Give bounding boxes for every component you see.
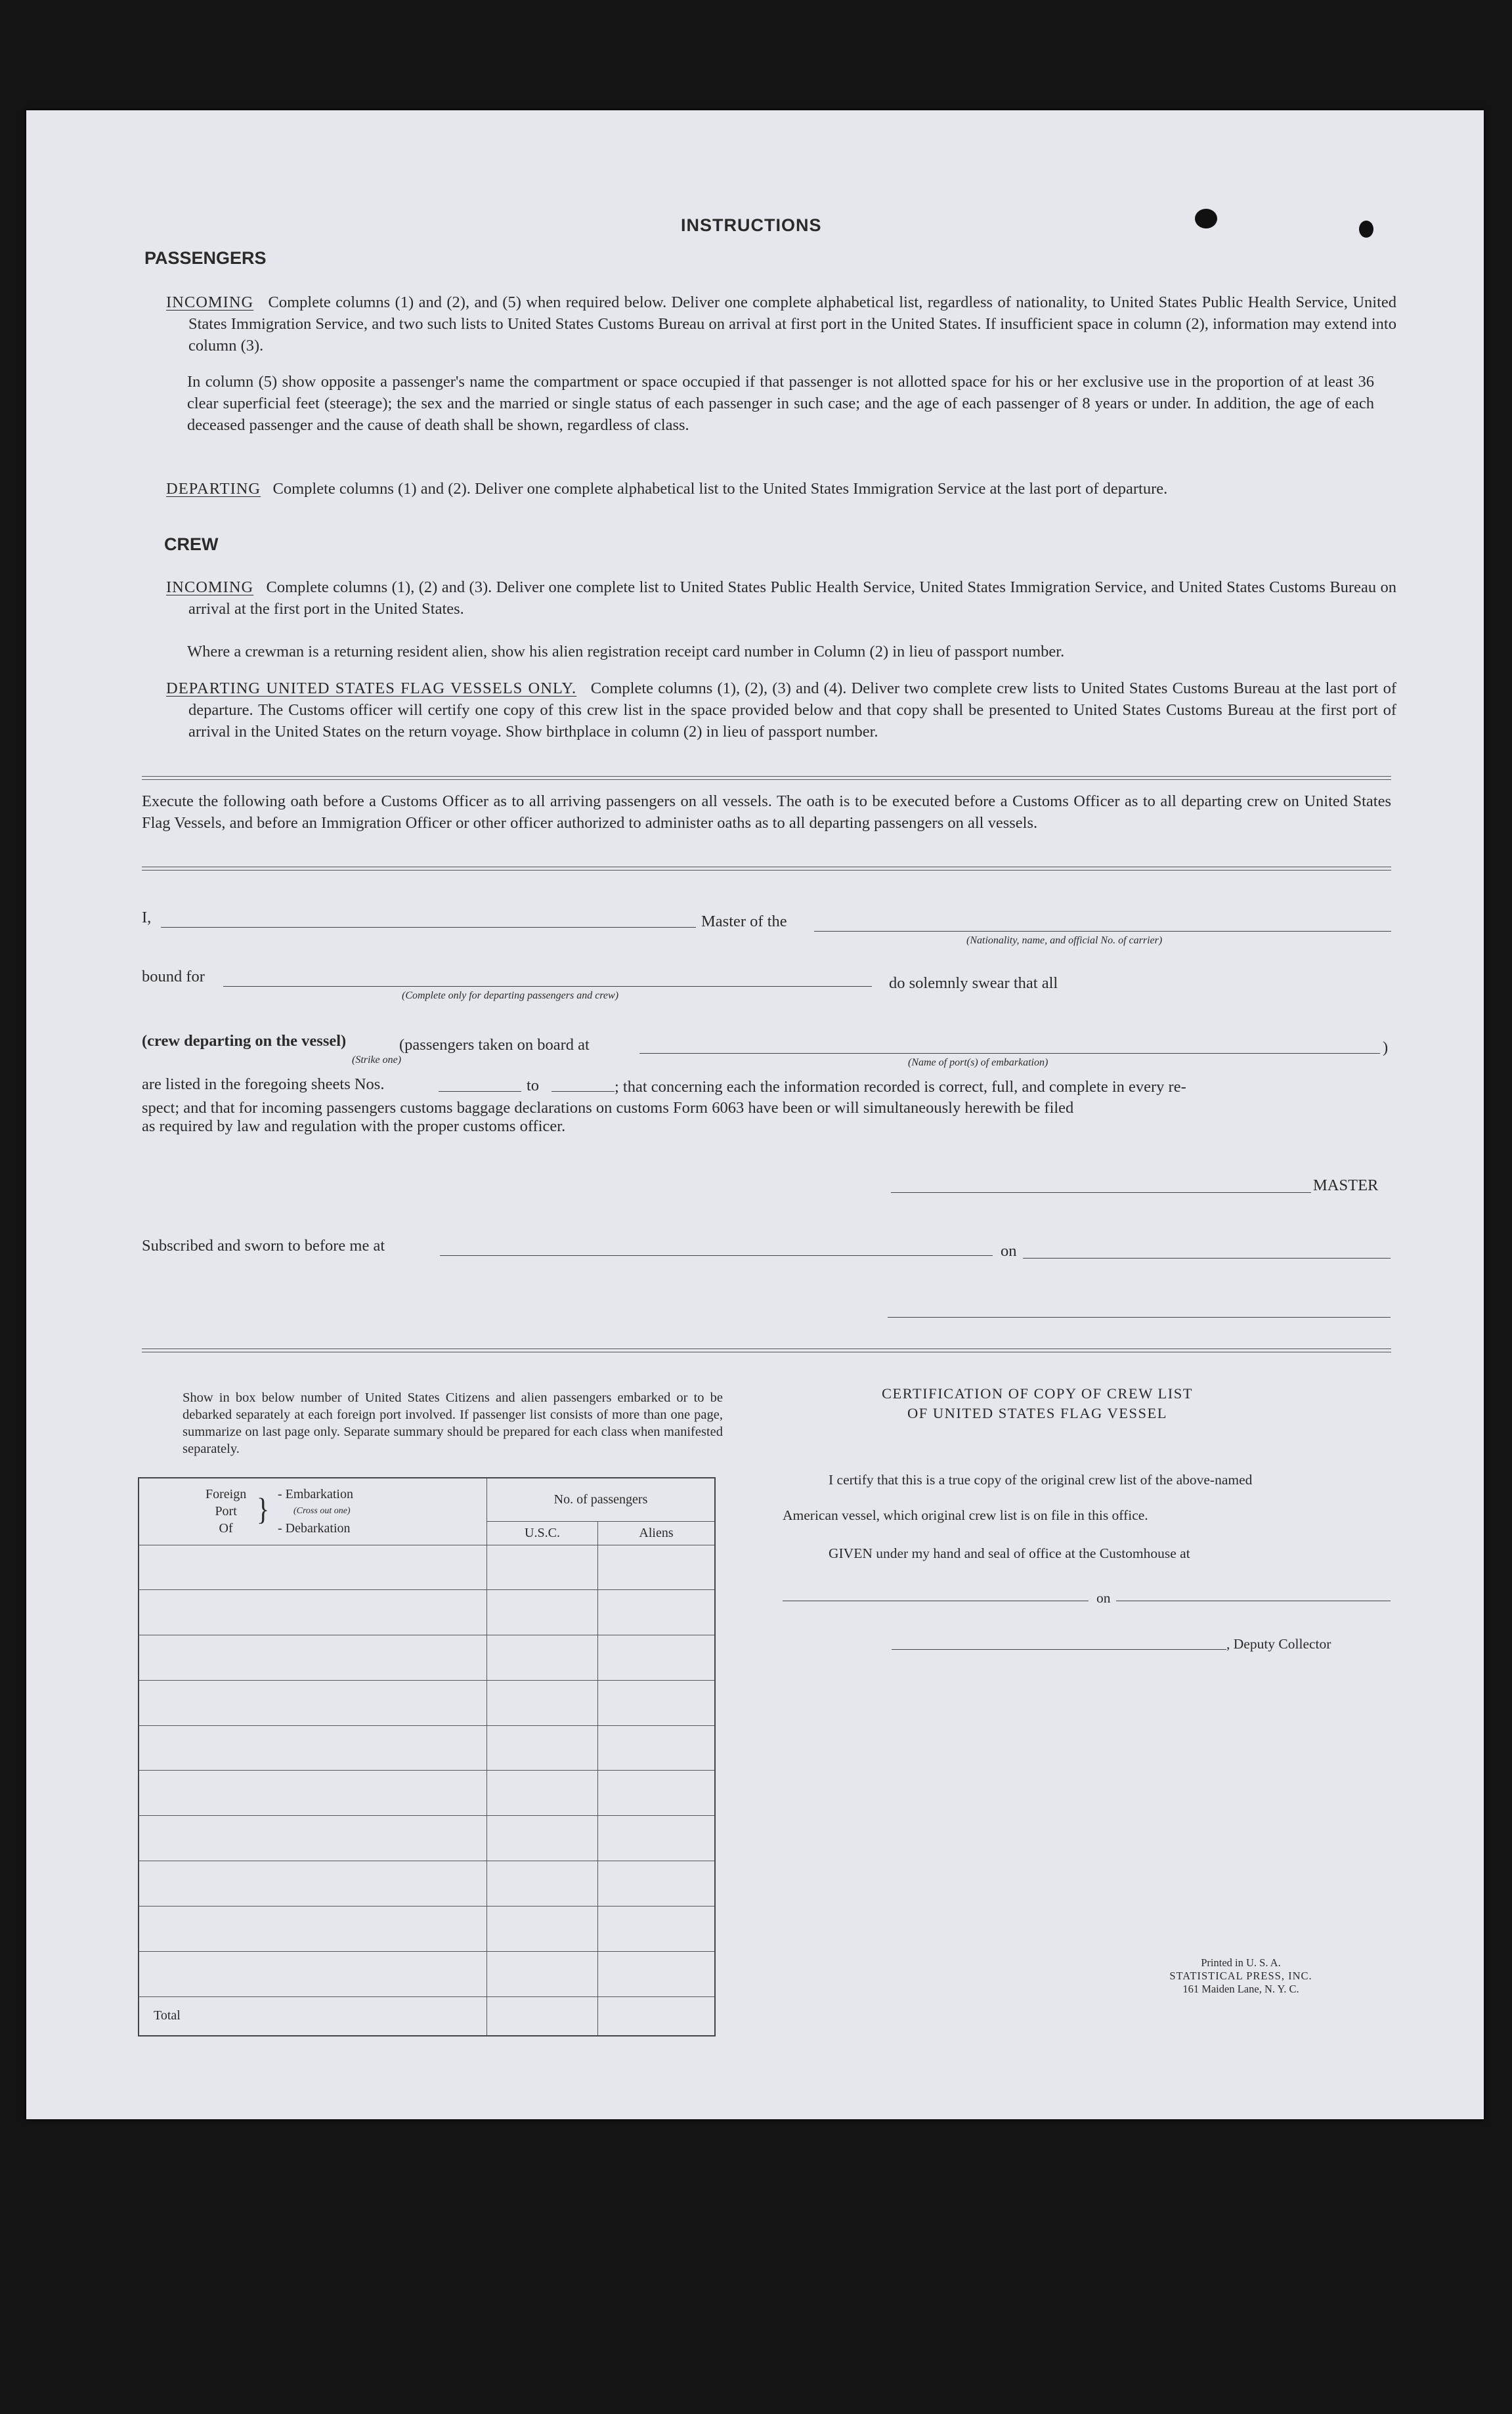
section-divider [142, 867, 1391, 871]
passengers-heading: PASSENGERS [144, 248, 267, 268]
sworn-place-field[interactable] [440, 1255, 993, 1256]
master-of-the-label: Master of the [701, 913, 787, 930]
sworn-on-label: on [1001, 1242, 1017, 1260]
certification-title-line-1: CERTIFICATION OF COPY OF CREW LIST [881, 1385, 1194, 1402]
passenger-summary-table [138, 1477, 716, 2037]
table-row[interactable] [139, 1906, 715, 1951]
table-row[interactable] [139, 1545, 715, 1590]
table-row[interactable] [139, 1590, 715, 1635]
oath-i-label: I, [142, 909, 152, 926]
table-row[interactable] [139, 1635, 715, 1681]
certify-line-1: I certify that this is a true copy of the original crew list of the above-named [829, 1472, 1253, 1488]
oath-instruction-paragraph: Execute the following oath before a Customs Officer as to all arriving passengers on all vessels. The oath is to be executed before a Customs Officer as to all departing crew on United States Flag Vessels, and before an Immigration Officer or other officer authorized to administer oaths as to all departing passengers on all vessels. [142, 792, 1391, 832]
certification-title [801, 1384, 1274, 1423]
cross-out-caption: (Cross out one) [293, 1506, 351, 1517]
sheet-from-field[interactable] [439, 1091, 521, 1092]
brace-icon: } [257, 1491, 270, 1527]
embarkation-caption: (Name of port(s) of embarkation) [908, 1057, 1048, 1068]
officer-signature-field[interactable] [888, 1317, 1391, 1318]
crew-departing-text: Complete columns (1), (2), (3) and (4). Deliver two complete crew lists to United States Customs Bureau at the last port of departure. The Customs officer will certify one copy of this crew list in the space provided below and that copy shall be presented to United States Customs Bureau at the first port of arrival in the United States on the return voyage. Show birthplace in column (2) in lieu of passport number. [188, 679, 1396, 741]
bound-for-field[interactable] [223, 986, 872, 987]
deputy-collector-label: , Deputy Collector [1226, 1636, 1331, 1652]
passengers-departing-text: Complete columns (1) and (2). Deliver one complete alphabetical list to the United States Immigration Service at the last port of departure. [272, 480, 1168, 498]
passengers-incoming-paragraph [166, 291, 1396, 356]
sworn-date-field[interactable] [1023, 1258, 1391, 1259]
foreign-label: Foreign [205, 1487, 247, 1502]
no-of-passengers-header: No. of passengers [487, 1478, 716, 1521]
as-required-text: as required by law and regulation with the proper customs officer. [142, 1117, 566, 1135]
deputy-collector-signature-field[interactable] [892, 1649, 1226, 1650]
carrier-caption: (Nationality, name, and official No. of carrier) [966, 935, 1163, 946]
crew-incoming-paragraph [166, 576, 1396, 620]
master-signature-field[interactable] [891, 1192, 1311, 1193]
printer-line-3: 161 Maiden Lane, N. Y. C. [1182, 1983, 1299, 1995]
table-row[interactable] [139, 1861, 715, 1907]
passengers-taken-option[interactable]: (passengers taken on board at [399, 1036, 590, 1054]
passengers-departing-label: DEPARTING [166, 480, 261, 498]
certification-on-label: on [1096, 1590, 1111, 1606]
embarkation-option[interactable]: - Embarkation [278, 1487, 353, 1502]
subscribed-label: Subscribed and sworn to before me at [142, 1237, 385, 1255]
total-label: Total [139, 1996, 487, 2036]
port-header-cell [139, 1478, 487, 1545]
embarkation-port-field[interactable] [639, 1053, 1380, 1054]
sheet-to-field[interactable] [551, 1091, 615, 1092]
aliens-header: Aliens [598, 1521, 716, 1545]
ink-blot [1359, 221, 1373, 238]
crew-incoming-text: Complete columns (1), (2) and (3). Deliver one complete list to United States Public Health Service, United States Immigration Service, and United States Customs Bureau on arrival at the first port in the United States. [188, 578, 1396, 618]
crew-heading: CREW [164, 534, 219, 554]
printer-line-2: STATISTICAL PRESS, INC. [1169, 1970, 1312, 1982]
table-row[interactable] [139, 1725, 715, 1771]
certification-title-line-2: OF UNITED STATES FLAG VESSEL [907, 1405, 1168, 1421]
table-row[interactable] [139, 1816, 715, 1861]
form-page [26, 110, 1484, 2119]
to-label: to [527, 1077, 540, 1094]
spect-text: spect; and that for incoming passengers customs baggage declarations on customs Form 6063 have been or will simultaneously herewith be filed [142, 1099, 1074, 1117]
crew-incoming-label: INCOMING [166, 578, 254, 596]
table-row[interactable] [139, 1771, 715, 1816]
crew-departing-option[interactable]: (crew departing on the vessel) [142, 1032, 347, 1050]
usc-header: U.S.C. [487, 1521, 598, 1545]
debarkation-option[interactable]: - Debarkation [278, 1521, 351, 1536]
printer-imprint [1142, 1956, 1339, 1996]
printer-line-1: Printed in U. S. A. [1201, 1956, 1281, 1969]
passengers-incoming-text: Complete columns (1) and (2), and (5) when required below. Deliver one complete alphabetical list, regardless of nationality, to United States Public Health Service, United States Immigration Service, and two such lists to United States Customs Bureau on arrival at first port in the United States. If insufficient space in column (2), information may extend into column (3). [188, 293, 1397, 355]
passengers-column5-paragraph: In column (5) show opposite a passenger's name the compartment or space occupied if that passenger is not allotted space for his or her exclusive use in the proportion of at least 36 clear superficial feet (steerage); the sex and the married or single status of each passenger in such case; and the age of each passenger of 8 years or under. In addition, the age of each deceased passenger and the cause of death shall be shown, regardless of class. [187, 373, 1374, 434]
master-name-field[interactable] [161, 927, 696, 928]
crew-returning-alien-paragraph: Where a crewman is a returning resident alien, show his alien registration receipt card number in Column (2) in lieu of passport number. [187, 643, 1065, 660]
of-label: Of [219, 1521, 233, 1536]
crew-departing-paragraph [166, 678, 1396, 743]
given-line: GIVEN under my hand and seal of office at the Customhouse at [829, 1545, 1190, 1561]
certify-line-2: American vessel, which original crew list is on file in this office. [783, 1507, 1148, 1523]
table-row[interactable] [139, 1951, 715, 1996]
bound-for-label: bound for [142, 968, 205, 985]
concerning-text: ; that concerning each the information recorded is correct, full, and complete in every re- [615, 1078, 1186, 1096]
bound-for-caption: (Complete only for departing passengers and crew) [402, 990, 619, 1001]
section-divider [142, 1348, 1391, 1352]
instructions-heading: INSTRUCTIONS [681, 215, 822, 235]
carrier-field[interactable] [814, 931, 1391, 932]
ink-blot [1195, 209, 1217, 228]
listed-in-label: are listed in the foregoing sheets Nos. [142, 1075, 385, 1093]
section-divider [142, 776, 1391, 780]
table-row[interactable] [139, 1680, 715, 1725]
strike-one-caption: (Strike one) [352, 1054, 402, 1066]
passengers-departing-paragraph [166, 478, 1396, 500]
swear-label: do solemnly swear that all [889, 974, 1058, 992]
total-row[interactable] [139, 1996, 715, 2036]
passengers-incoming-label: INCOMING [166, 293, 254, 311]
crew-departing-label: DEPARTING UNITED STATES FLAG VESSELS ONLY. [166, 679, 577, 697]
master-label: MASTER [1313, 1176, 1379, 1194]
summary-note: Show in box below number of United States Citizens and alien passengers embarked or to be debarked separately at each foreign port involved. If passenger list consists of more than one page, summarize on last page only. Separate summary should be prepared for each class when manifested separately. [183, 1390, 723, 1456]
close-paren: ) [1383, 1039, 1389, 1056]
port-label: Port [215, 1504, 237, 1519]
